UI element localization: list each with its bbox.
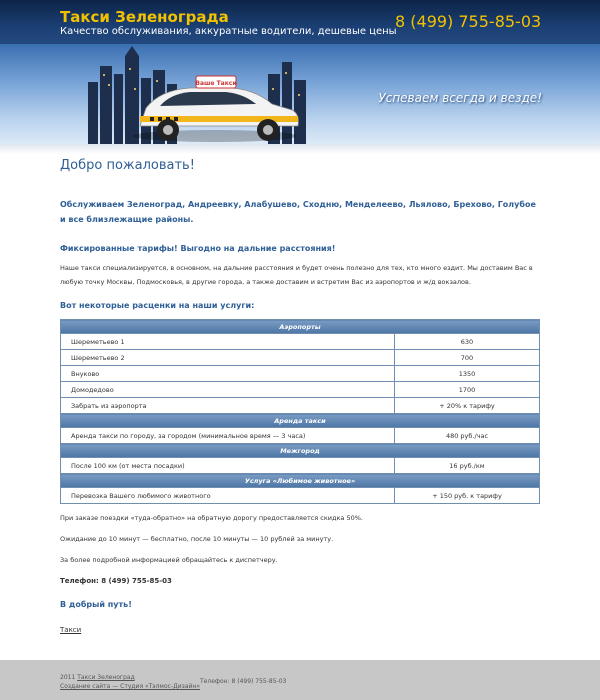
table-row: Шереметьево 2 700 [61, 350, 540, 366]
site-title[interactable]: Такси Зеленограда [60, 8, 229, 26]
footer-credit-link[interactable]: Создание сайта — Студия «Тэлмос-Дизайн» [60, 683, 201, 690]
hero-banner [0, 44, 600, 144]
car-roof-sign: Ваше Такси [195, 80, 237, 87]
intro-paragraph: Наше такси специализируется, в основном, на дальние расстояния и будет очень полезно для тех, кто много ездит. Мы доставим Вас в любую точку Москвы, Подмосковья, в другие города, а также доставим и встретим Вас из аэропортов и ж/д вокзалов. [60, 264, 533, 286]
round-trip-note: При заказе поездки «туда-обратно» на обратную дорогу предоставляется скидка 50%. [60, 514, 363, 522]
footer-year: 2011 [60, 674, 76, 681]
table-section-header: Межгород [61, 444, 540, 458]
footer-phone: Телефон: 8 (499) 755-85-03 [200, 678, 287, 685]
taxi-link[interactable]: Такси [60, 626, 82, 634]
price-table [60, 319, 540, 504]
table-row: Аренда такси по городу, за городом (минимальное время — 3 часа) 480 руб./час [61, 428, 540, 444]
table-section-header: Аэропорты [61, 320, 540, 334]
tariffs-subheading: Фиксированные тарифы! Выгодно на дальние расстояния! [60, 244, 336, 253]
service-area-text: Обслуживаем Зеленоград, Андреевку, Алабушево, Сходню, Менделеево, Льялово, Брехово, Голубое и все близлежащие районы. [60, 200, 536, 224]
table-row: Домодедово 1700 [61, 382, 540, 398]
banner-slogan: Успеваем всегда и везде! [378, 91, 542, 105]
site-header [0, 0, 600, 44]
page-title: Добро пожаловать! [60, 158, 195, 173]
contact-phone: Телефон: 8 (499) 755-85-03 [60, 577, 172, 585]
site-tagline: Качество обслуживания, аккуратные водители, дешевые цены [60, 26, 397, 37]
banner-shadow [0, 144, 600, 154]
farewell-text: В добрый путь! [60, 600, 132, 609]
site-footer [0, 660, 600, 700]
footer-copyright [60, 674, 135, 681]
table-section-header: Услуга «Любимое животное» [61, 474, 540, 488]
header-phone: 8 (499) 755-85-03 [395, 12, 542, 31]
table-row: Забрать из аэропорта + 20% к тарифу [61, 398, 540, 414]
table-row: Внуково 1350 [61, 366, 540, 382]
table-row: Шереметьево 1 630 [61, 334, 540, 350]
main-content [60, 158, 540, 609]
table-row: Перевозка Вашего любимого животного + 150 руб. к тарифу [61, 488, 540, 504]
dispatcher-note: За более подробной информацией обращайтесь к диспетчеру. [60, 556, 278, 564]
prices-heading: Вот некоторые расценки на наши услуги: [60, 301, 255, 310]
waiting-note: Ожидание до 10 минут — бесплатно, после 10 минуты — 10 рублей за минуту. [60, 535, 334, 543]
footer-site-link[interactable]: Такси Зеленоград [77, 674, 135, 681]
table-row: После 100 км (от места посадки) 16 руб./км [61, 458, 540, 474]
table-section-header: Аренда такси [61, 414, 540, 428]
